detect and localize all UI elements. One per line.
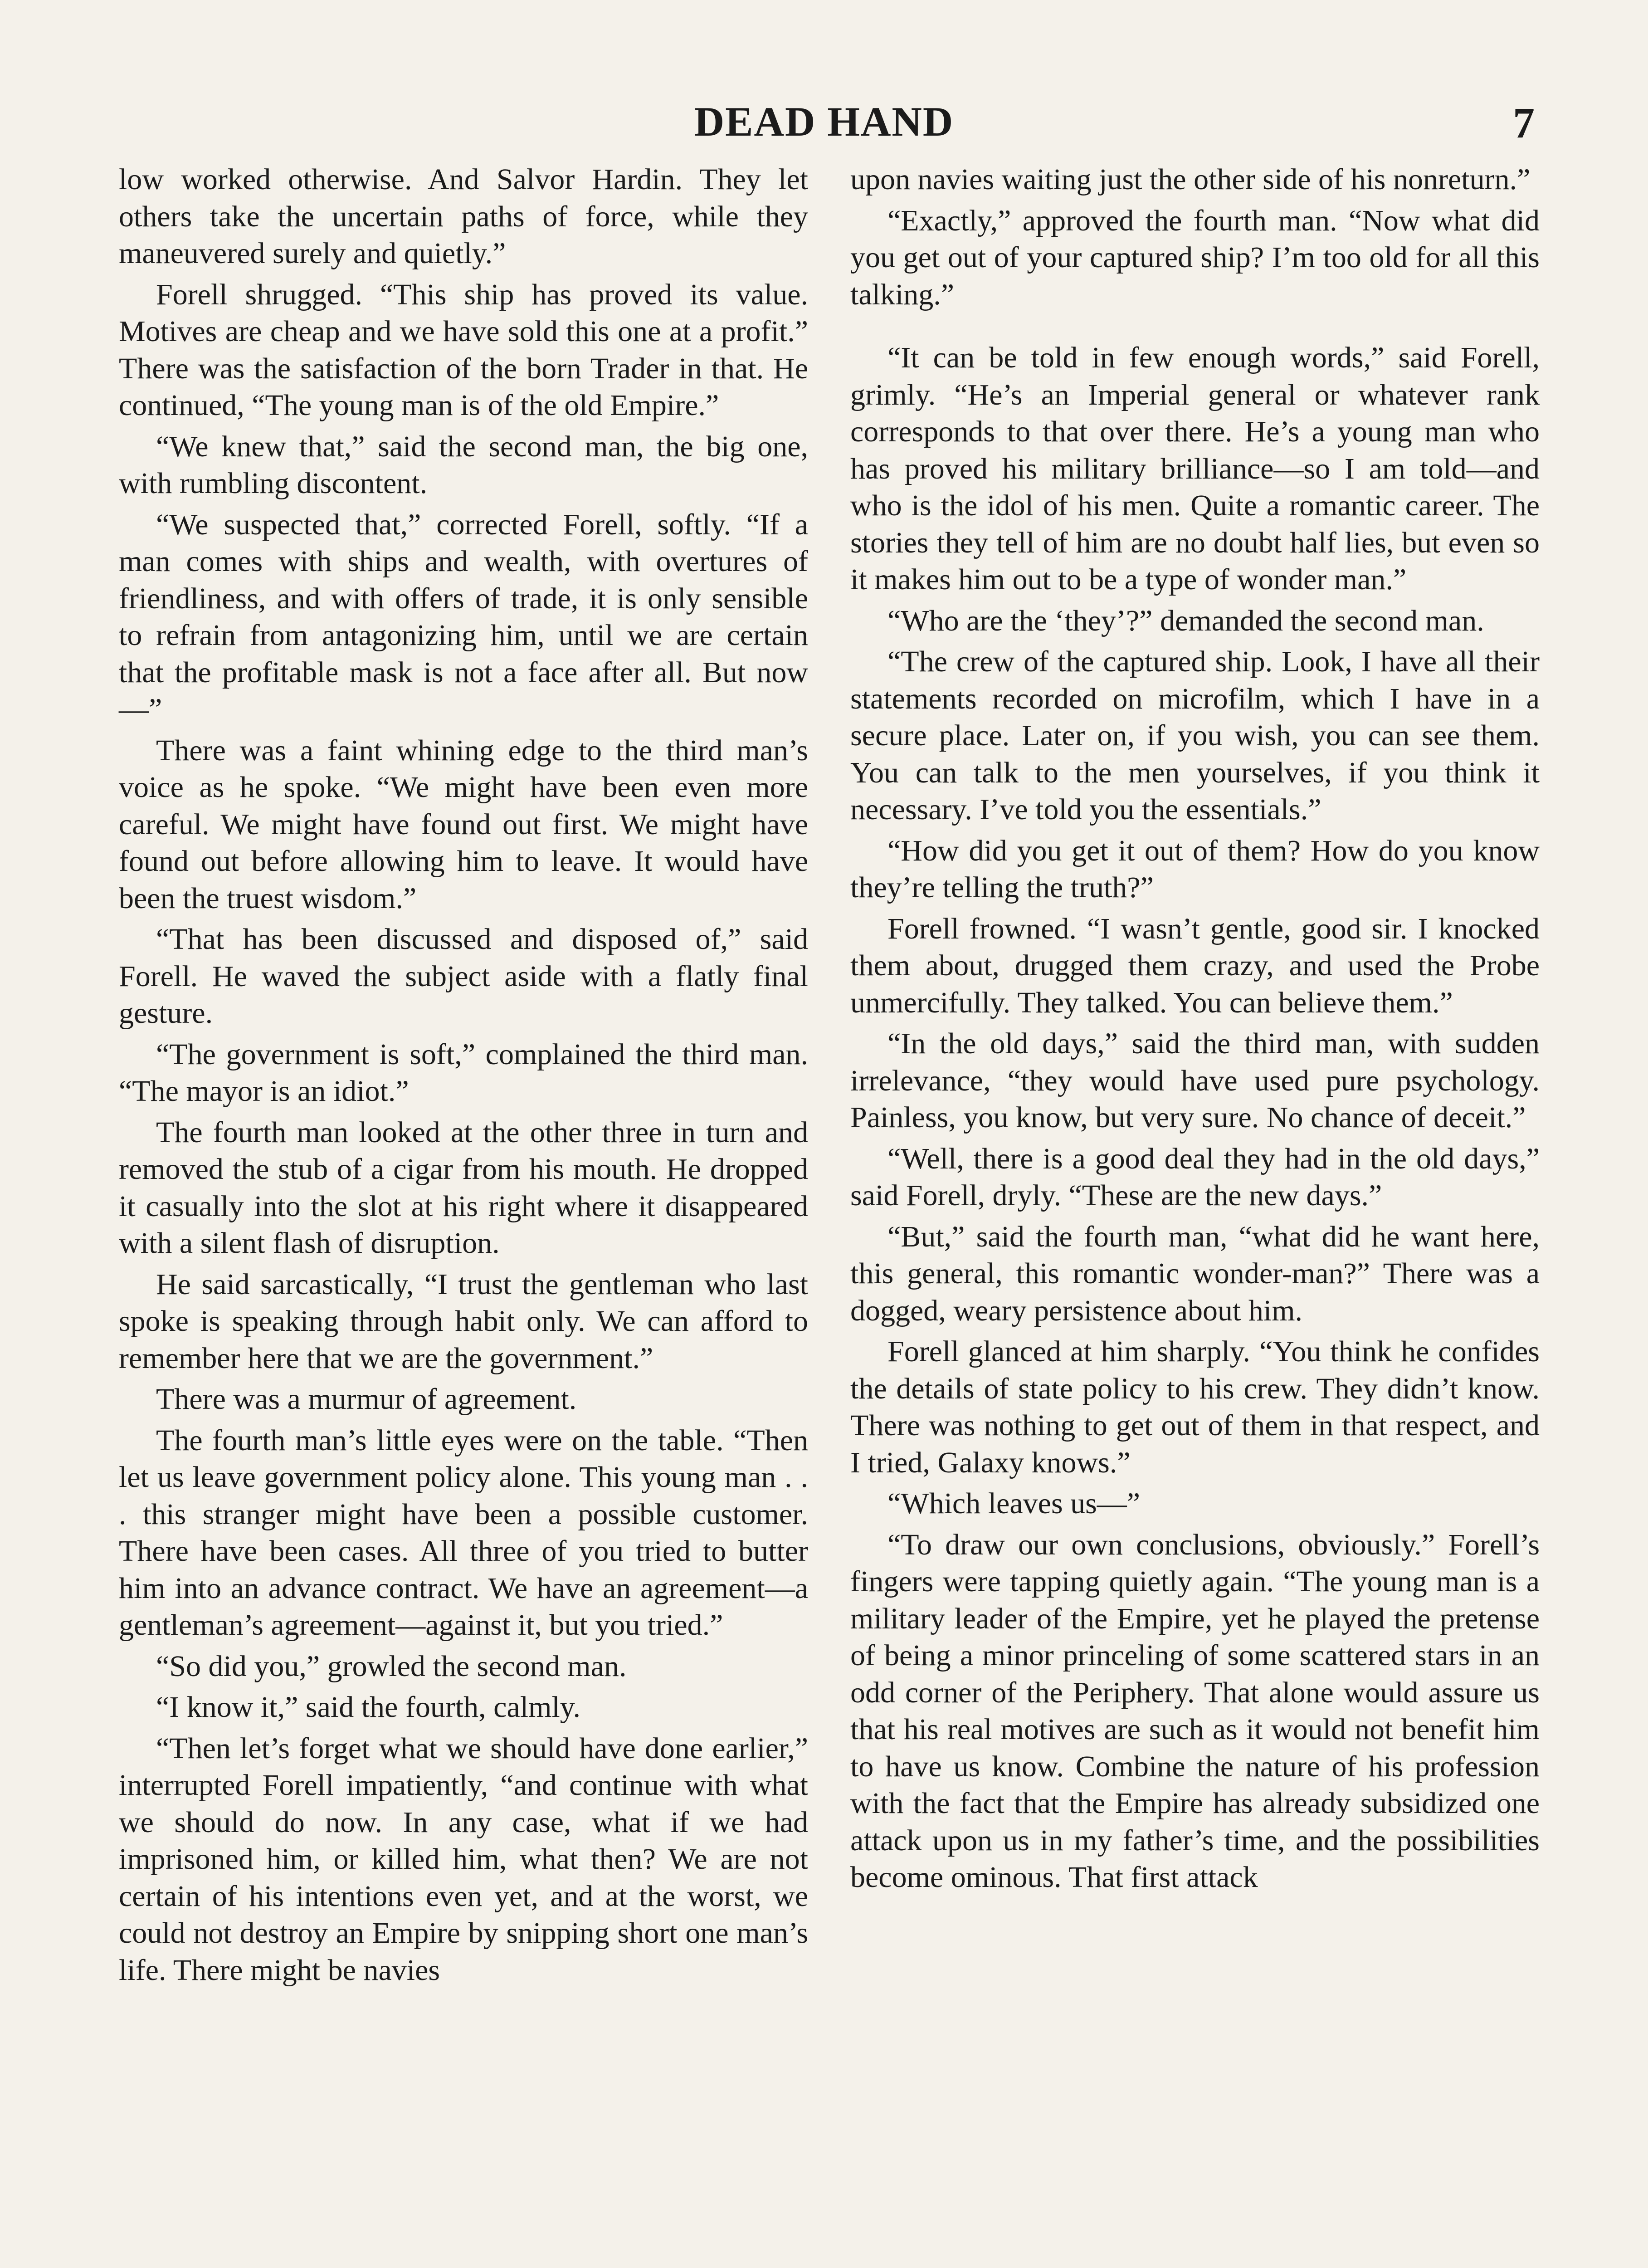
paragraph: “The government is soft,” complained the third man. “The mayor is an idiot.”	[119, 1037, 808, 1108]
paragraph: “Exactly,” approved the fourth man. “Now what did you get out of your captured ship? I’m too old for all this talking.”	[850, 204, 1540, 311]
paragraph: The fourth man looked at the other three in turn and removed the stub of a cigar from his mouth. He dropped it casually into the slot at his right where it disappeared with a silent flash of disruption.	[119, 1115, 808, 1260]
paragraph: “In the old days,” said the third man, with sudden irrelevance, “they would have used pure psychology. Painless, you know, but very sure. No chance of deceit.”	[850, 1027, 1540, 1134]
paragraph: “That has been discussed and disposed of,” said Forell. He waved the subject aside with a flatly final gesture.	[119, 923, 808, 1030]
paragraph: “Well, there is a good deal they had in the old days,” said Forell, dryly. “These are the new days.”	[850, 1142, 1540, 1212]
paragraph: “Which leaves us—”	[887, 1487, 1141, 1520]
paragraph: Forell shrugged. “This ship has proved its value. Motives are cheap and we have sold this one at a profit.” There was the satisfaction of the born Trader in that. He continued, “The young man is of the old Empire.”	[119, 278, 808, 422]
paragraph: “How did you get it out of them? How do you know they’re telling the truth?”	[850, 834, 1540, 904]
paragraph: upon navies waiting just the other side of his nonreturn.”	[850, 163, 1531, 196]
left-column	[119, 161, 808, 1993]
page-number: 7	[1513, 98, 1535, 147]
paragraph: “The crew of the captured ship. Look, I have all their statements recorded on microfilm, which I have in a secure place. Later on, if you wish, you can see them. You can talk to the men yourselves, if you think it necessary. I’ve told you the essentials.”	[850, 645, 1540, 826]
paragraph: Forell glanced at him sharply. “You think he confides the details of state policy to his crew. They didn’t know. There was nothing to get out of them in that respect, and I tried, Galaxy knows.”	[850, 1335, 1540, 1479]
paragraph: “Who are the ‘they’?” demanded the second man.	[887, 604, 1484, 637]
paragraph: “But,” said the fourth man, “what did he want here, this general, this romantic wonder-man?” There was a dogged, weary persistence about him.	[850, 1220, 1540, 1327]
paragraph: “Then let’s forget what we should have done earlier,” interrupted Forell impatiently, “and continue with what we should do now. In any case, what if we had imprisoned him, or killed him, what then? We are not certain of his intentions even yet, and at the worst, we could not destroy an Empire by snipping short one man’s life. There might be navies	[119, 1731, 808, 1987]
paragraph: “We knew that,” said the second man, the big one, with rumbling discontent.	[119, 430, 808, 500]
page-header	[0, 98, 1648, 156]
paragraph: There was a murmur of agreement.	[156, 1383, 577, 1416]
paragraph: There was a faint whining edge to the third man’s voice as he spoke. “We might have been even more careful. We might have found out first. We might have found out before allowing him to leave. It would have been the truest wisdom.”	[119, 733, 808, 915]
paragraph: “So did you,” growled the second man.	[156, 1649, 627, 1683]
paragraph: low worked otherwise. And Salvor Hardin. They let others take the uncertain paths of force, while they maneuvered surely and quietly.”	[119, 163, 808, 270]
paragraph: The fourth man’s little eyes were on the table. “Then let us leave government policy alone. This young man . . . this stranger might have been a possible customer. There have been cases. All three of you tried to butter him into an advance contract. We have an agreement—a gentleman’s agreement—against it, but you tried.”	[119, 1423, 808, 1642]
right-column	[850, 161, 1540, 1900]
running-title: DEAD HAND	[694, 98, 954, 145]
paragraph: “It can be told in few enough words,” said Forell, grimly. “He’s an Imperial general or whatever rank corresponds to that over there. He’s a young man who has proved his military brilliance—so I am told—and who is the idol of his men. Quite a romantic career. The stories they tell of him are no doubt half lies, but even so it makes him out to be a type of wonder man.”	[850, 341, 1540, 596]
paragraph: He said sarcastically, “I trust the gentleman who last spoke is speaking through habit only. We can afford to remember here that we are the government.”	[119, 1267, 808, 1375]
paragraph: “I know it,” said the fourth, calmly.	[156, 1691, 580, 1724]
paragraph: “We suspected that,” corrected Forell, softly. “If a man comes with ships and wealth, with overtures of friendliness, and with offers of trade, it is only sensible to refrain from antagonizing him, until we are certain that the profitable mask is not a face after all. But now—”	[119, 508, 808, 726]
paragraph: Forell frowned. “I wasn’t gentle, good sir. I knocked them about, drugged them crazy, and used the Probe unmercifully. They talked. You can believe them.”	[850, 912, 1540, 1019]
paragraph: “To draw our own conclusions, obviously.” Forell’s fingers were tapping quietly again. “The young man is a military leader of the Empire, yet he played the pretense of being a minor princeling of some scattered stars in an odd corner of the Periphery. That alone would assure us that his real motives are such as it would not benefit him to have us know. Combine the nature of his profession with the fact that the Empire has already subsidized one attack upon us in my father’s time, and the possibilities become ominous. That first attack	[850, 1528, 1540, 1894]
